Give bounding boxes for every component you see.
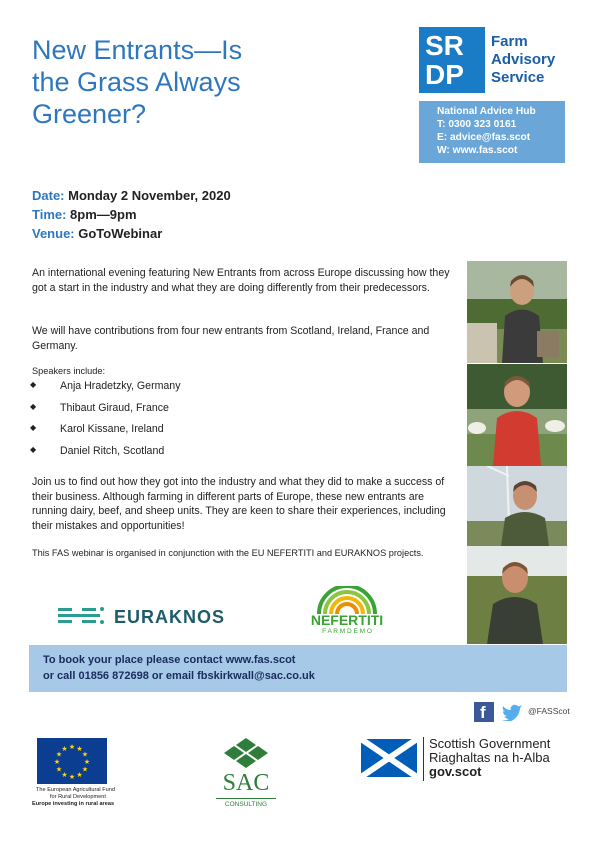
time-value: 8pm—9pm [66,207,137,222]
fas-logo-text [491,33,555,87]
fas-logo-mark [419,27,485,93]
nefertiti-text: NEFERTITI [310,612,384,628]
speaker-photo-thibaut [467,364,567,466]
speakers-list [30,380,181,466]
social-handle: @FASScot [528,706,570,716]
booking-line: To book your place please contact www.fas.scot [43,654,296,666]
event-date [32,186,231,205]
event-time [32,205,231,224]
speaker-photo-anja [467,261,567,363]
diamond-bullet-icon: ◆ [30,423,37,432]
eu-star-icon: ★ [83,759,91,766]
event-details [32,186,231,243]
saltire-flag-icon [361,739,417,777]
eu-star-icon: ★ [81,751,89,759]
event-venue [32,224,231,243]
logo-line: Service [491,69,545,86]
booking-line: or call 01856 872698 or email fbskirkwall@sac.co.uk [43,670,315,682]
contributions-paragraph: We will have contributions from four new entrants from Scotland, Ireland, France and Germany. [32,325,430,352]
nefertiti-subtext: F A R M D E M O [322,628,372,635]
eu-caption-line: The European Agricultural Fund [36,787,115,793]
time-label: Time: [32,207,67,222]
logo-letters-bottom: DP [425,59,464,90]
diamond-bullet-icon: ◆ [30,444,37,454]
join-paragraph: Join us to find out how they got into the industry and what they did to make a success of their business. Although farming in different parts of Europe, these new entrants are running dairy, beef, and sheep units. They are keen to share their experiences, including their mistakes and opportunities! [32,476,446,532]
eu-star-icon: ★ [76,771,83,779]
twitter-icon[interactable] [501,703,523,721]
organised-note: This FAS webinar is organised in conjunction with the EU NEFERTITI and EURAKNOS projects. [32,548,424,558]
intro-paragraph: An international evening featuring New Entrants from across Europe discussing how they got a start in the industry and what they are doing differently from their predecessors. [32,267,450,294]
speaker-item [30,445,181,467]
eu-caption-line: for Rural Development [50,794,106,800]
date-label: Date: [32,188,65,203]
diamond-bullet-icon: ◆ [30,380,37,389]
speaker-name: Daniel Ritch, Scotland [60,444,165,457]
scottish-government-logo [361,737,571,783]
speakers-heading: Speakers include: [32,366,106,376]
sac-subtext: CONSULTING [216,798,276,808]
logo-line: Advisory [491,51,556,68]
logo-letters-top: SR [425,30,464,61]
title-line: Greener? [32,99,147,129]
title-line: the Grass Always [32,67,241,97]
diamond-bullet-icon: ◆ [30,401,37,411]
speaker-item [30,402,181,424]
eu-caption-line: Europe investing in rural areas [32,801,115,807]
sac-emblem-icon [216,736,276,770]
date-value: Monday 2 November, 2020 [64,188,231,203]
venue-value: GoToWebinar [74,226,163,241]
eu-star-icon: ★ [68,774,76,781]
euraknos-text: EURAKNOS [114,607,226,627]
eu-star-icon: ★ [55,766,63,774]
eu-flag [37,738,107,784]
speaker-name: Thibaut Giraud, France [60,401,169,414]
eu-star-icon: ★ [68,744,76,751]
advice-hub-box [419,101,565,163]
facebook-icon[interactable]: f [474,702,494,722]
nefertiti-rainbow-icon [303,586,391,614]
nefertiti-logo [303,586,391,636]
hub-title: National Advice Hub [437,106,536,117]
scotgov-line: gov.scot [429,764,482,779]
eu-star-icon: ★ [53,759,61,766]
eu-star-icon: ★ [55,751,63,759]
scotgov-text [429,737,550,779]
sac-logo [216,736,276,816]
speaker-name: Karol Kissane, Ireland [60,423,164,435]
fas-logo [419,27,569,93]
eu-star-icon: ★ [81,766,89,774]
page-title [32,34,332,130]
hub-phone: T: 0300 323 0161 [437,119,517,130]
title-line: New Entrants—Is [32,35,243,65]
euraknos-logo [56,602,246,632]
speaker-photo-karol [467,466,567,546]
euraknos-emblem-icon [56,602,104,630]
scotgov-line: Riaghaltas na h-Alba [429,750,550,765]
logo-line: Farm [491,33,528,50]
eu-stars-icon [37,738,107,784]
logo-divider [423,737,424,781]
speaker-photo-daniel [467,546,567,644]
speaker-item [30,423,181,445]
eu-star-icon: ★ [61,746,68,754]
eu-caption [32,787,132,808]
speaker-name: Anja Hradetzky, Germany [60,380,181,392]
eu-star-icon: ★ [61,771,68,779]
sac-text: SAC [222,770,270,796]
hub-web: W: www.fas.scot [437,145,518,156]
venue-label: Venue: [32,226,75,241]
hub-email: E: advice@fas.scot [437,132,531,143]
speaker-item [30,380,181,402]
scotgov-line: Scottish Government [429,736,551,751]
eu-star-icon: ★ [76,746,83,754]
booking-banner [29,645,567,692]
